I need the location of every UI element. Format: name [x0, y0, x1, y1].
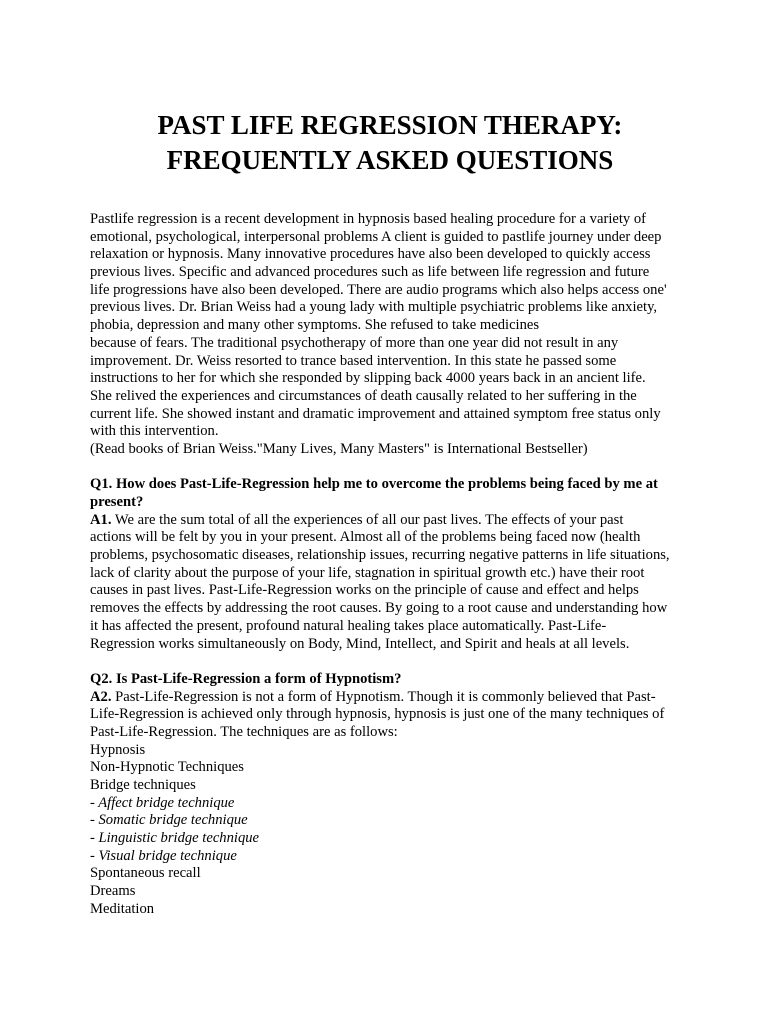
q2-question: Q2. Is Past-Life-Regression a form of Hypnotism?	[90, 670, 402, 687]
q1-answer-line: actions will be felt by you in your present. Almost all of the problems being faced now (health	[90, 529, 641, 546]
q1-answer-text: We are the sum total of all the experiences of all our past lives. The effects of your past	[111, 511, 624, 528]
intro-line: previous lives. Dr. Brian Weiss had a young lady with multiple psychiatric problems like anxiety,	[90, 299, 658, 316]
q2-answer-first-line	[90, 689, 690, 707]
faq-q1	[90, 476, 690, 653]
intro-line: She relived the experiences and circumstances of death causally related to her suffering in the	[90, 387, 637, 404]
title-line-1: PAST LIFE REGRESSION THERAPY:	[157, 110, 623, 140]
intro-line: with this intervention.	[90, 423, 219, 440]
intro-line: improvement. Dr. Weiss resorted to trance based intervention. In this state he passed some	[90, 352, 617, 369]
intro-line: emotional, psychological, interpersonal problems A client is guided to pastlife journey under deep	[90, 228, 662, 245]
intro-line: instructions to her for which she responded by slipping back 4000 years back in an ancient life.	[90, 370, 646, 387]
q2-answer-text: Past-Life-Regression is not a form of Hypnotism. Though it is commonly believed that Past-	[111, 688, 656, 705]
page-title	[90, 108, 690, 178]
title-line-2: FREQUENTLY ASKED QUESTIONS	[166, 145, 614, 175]
q2-answer-line: Life-Regression is achieved only through hypnosis, hypnosis is just one of the many techniques of	[90, 706, 665, 723]
bridge-technique-item: - Affect bridge technique	[90, 794, 235, 811]
technique-spontaneous-recall: Spontaneous recall	[90, 865, 201, 882]
q1-question-line: Q1. How does Past-Life-Regression help me to overcome the problems being faced by me at	[90, 476, 658, 493]
technique-non-hypnotic: Non-Hypnotic Techniques	[90, 759, 244, 776]
bridge-technique-item: - Linguistic bridge technique	[90, 830, 260, 847]
intro-line: Pastlife regression is a recent development in hypnosis based healing procedure for a variety of	[90, 211, 647, 227]
document-page	[90, 0, 690, 919]
bridge-technique-item: - Somatic bridge technique	[90, 812, 248, 829]
q1-answer-first-line	[90, 512, 690, 530]
q1-question-line: present?	[90, 494, 144, 510]
intro-line: phobia, depression and many other symptoms. She refused to take medicines	[90, 317, 540, 334]
intro-line: (Read books of Brian Weiss."Many Lives, Many Masters" is International Bestseller)	[90, 440, 588, 457]
q1-answer-label: A1.	[90, 511, 112, 528]
technique-meditation: Meditation	[90, 900, 155, 917]
intro-line: because of fears. The traditional psychotherapy of more than one year did not result in any	[90, 334, 619, 351]
technique-hypnosis: Hypnosis	[90, 741, 146, 758]
q1-answer-line: removes the effects by addressing the root causes. By going to a root cause and understanding how	[90, 600, 668, 617]
technique-bridge: Bridge techniques	[90, 777, 196, 793]
intro-paragraph	[90, 211, 690, 459]
intro-line: current life. She showed instant and dramatic improvement and attained symptom free status only	[90, 405, 661, 422]
q2-answer-line: Past-Life-Regression. The techniques are as follows:	[90, 723, 398, 740]
faq-q2	[90, 671, 690, 919]
technique-dreams: Dreams	[90, 883, 136, 900]
q1-answer-line: problems, psychosomatic diseases, relationship issues, recurring negative patterns in life situations,	[90, 547, 670, 564]
intro-line: relaxation or hypnosis. Many innovative procedures have also been developed to quickly access	[90, 246, 651, 263]
q1-answer-line: causes in past lives. Past-Life-Regression works on the principle of cause and effect and helps	[90, 582, 639, 599]
q1-answer-line: it has affected the present, profound natural healing takes place automatically. Past-Life-	[90, 617, 607, 634]
intro-line: previous lives. Specific and advanced procedures such as life between life regression and future	[90, 264, 650, 281]
q1-answer-line: Regression works simultaneously on Body, Mind, Intellect, and Spirit and heals at all levels.	[90, 635, 630, 652]
q1-answer-line: lack of clarity about the purpose of your life, stagnation in spiritual growth etc.) have their root	[90, 564, 645, 581]
bridge-technique-item: - Visual bridge technique	[90, 847, 237, 864]
q2-answer-label: A2.	[90, 688, 112, 705]
intro-line: life progressions have also been developed. There are audio programs which also helps access one'	[90, 281, 667, 298]
